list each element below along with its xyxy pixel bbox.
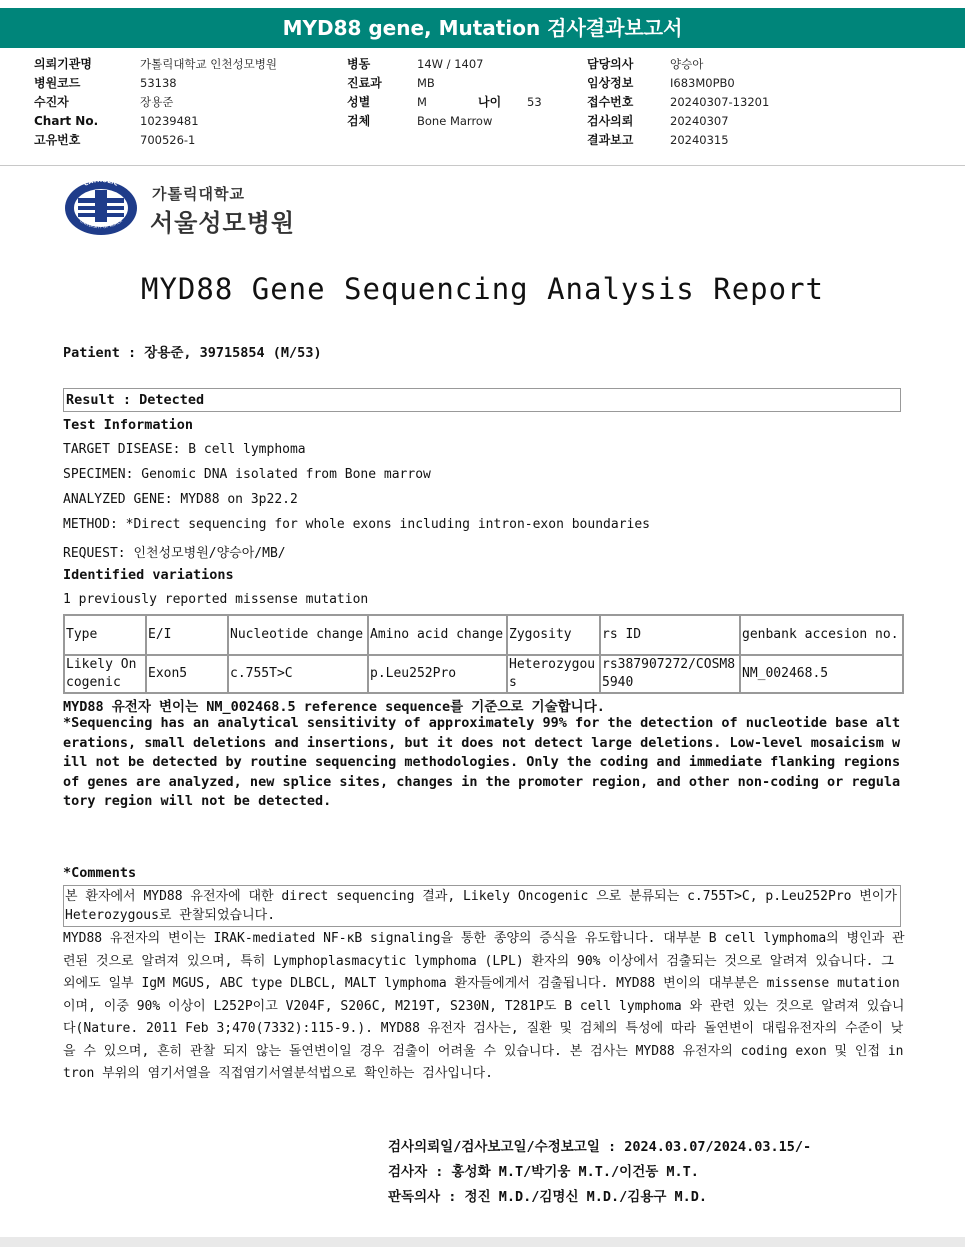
comments-heading: *Comments bbox=[63, 865, 137, 881]
table-header-cell: Zygosity bbox=[507, 615, 600, 655]
chart-no-label: Chart No. bbox=[34, 114, 99, 128]
report-date-label: 결과보고 bbox=[587, 133, 634, 147]
variations-summary: 1 previously reported missense mutation bbox=[63, 592, 369, 607]
patient-name-value: 장용준 bbox=[140, 95, 174, 109]
analyzed-gene: ANALYZED GENE: MYD88 on 3p22.2 bbox=[63, 492, 298, 507]
age-value: 53 bbox=[527, 95, 542, 109]
department-value: MB bbox=[417, 76, 435, 90]
bottom-scroll-area bbox=[0, 1237, 965, 1247]
chart-no-value: 10239481 bbox=[140, 114, 199, 128]
logo-university-name: 가톨릭대학교 bbox=[152, 185, 245, 203]
clinical-info-label: 임상정보 bbox=[587, 76, 634, 90]
reading-doctors: 판독의사 : 정진 M.D./김명신 M.D./김용구 M.D. bbox=[388, 1189, 708, 1205]
report-title: MYD88 Gene Sequencing Analysis Report bbox=[140, 272, 824, 306]
request-line: REQUEST: 인천성모병원/양승아/MB/ bbox=[63, 546, 286, 561]
comments-summary: 본 환자에서 MYD88 유전자에 대한 direct sequencing 결과, Likely Oncogenic 으로 분류되는 c.755T>C, p.Leu252Pro 변이가 Heterozygous로 관찰되었습니다. bbox=[65, 889, 897, 923]
table-row bbox=[64, 655, 903, 693]
hospital-label: 의뢰기관명 bbox=[34, 57, 92, 71]
header-column-1-values bbox=[140, 55, 277, 150]
hospital-code-value: 53138 bbox=[140, 76, 177, 90]
report-date-value: 20240315 bbox=[670, 133, 729, 147]
hospital-code-label: 병원코드 bbox=[34, 76, 81, 90]
technicians: 검사자 : 홍성화 M.T/박기웅 M.T./이건동 M.T. bbox=[388, 1164, 699, 1180]
table-header-cell: genbank accesion no. bbox=[740, 615, 903, 655]
ward-value: 14W / 1407 bbox=[417, 57, 484, 71]
patient-name-label: 수진자 bbox=[34, 95, 69, 109]
ward-label: 병동 bbox=[347, 57, 371, 71]
sex-label: 성별 bbox=[347, 95, 371, 109]
logo-hospital-name: 서울성모병원 bbox=[150, 209, 296, 237]
age-value-field bbox=[527, 93, 542, 112]
receipt-no-value: 20240307-13201 bbox=[670, 95, 770, 109]
reference-note: MYD88 유전자 변이는 NM_002468.5 reference sequence를 기준으로 기술합니다. bbox=[63, 699, 605, 715]
target-disease: TARGET DISEASE: B cell lymphoma bbox=[63, 442, 306, 457]
logo-bottom-text: UNIVERSITY OF KOREA bbox=[79, 217, 123, 230]
specimen-value: Bone Marrow bbox=[417, 114, 493, 128]
sensitivity-disclaimer: *Sequencing has an analytical sensitivity of approximately 99% for the detection of nucleotide base alterations, small deletions and insertions, but it does not detect large deletions. Low-level mosaicism will not be detected by routine sequencing methodologies. Only the coding and immediate flanking regions of genes are analyzed, new splice sites, changes in the promoter region, and other non-coding or regulatory region will not be detected. bbox=[63, 715, 901, 809]
table-header-cell: Type bbox=[64, 615, 146, 655]
table-header-cell: rs ID bbox=[600, 615, 740, 655]
result-text: Result : Detected bbox=[66, 392, 205, 408]
receipt-no-label: 접수번호 bbox=[587, 95, 634, 109]
unique-id-label: 고유번호 bbox=[34, 133, 81, 147]
comments-box bbox=[63, 885, 901, 927]
test-info-heading: Test Information bbox=[63, 417, 194, 433]
variations-heading: Identified variations bbox=[63, 567, 234, 583]
table-header-cell: Amino acid change bbox=[368, 615, 507, 655]
table-header-row bbox=[64, 615, 903, 655]
age-field bbox=[478, 93, 501, 112]
table-cell-type: Likely Oncogenic bbox=[64, 655, 146, 693]
specimen-line: SPECIMEN: Genomic DNA isolated from Bone marrow bbox=[63, 467, 431, 482]
table-cell-exon: Exon5 bbox=[146, 655, 228, 693]
logo-arc-text: CATHOLIC bbox=[82, 178, 120, 188]
table-cell-nucleotide: c.755T>C bbox=[228, 655, 368, 693]
report-dates: 검사의뢰일/검사보고일/수정보고일 : 2024.03.07/2024.03.15/- bbox=[388, 1139, 812, 1155]
table-header-cell: Nucleotide change bbox=[228, 615, 368, 655]
table-cell-zygosity: Heterozygous bbox=[507, 655, 600, 693]
department-label: 진료과 bbox=[347, 76, 382, 90]
header-divider bbox=[0, 165, 965, 166]
result-box bbox=[63, 388, 901, 412]
header-column-2 bbox=[347, 55, 382, 131]
table-header-cell: E/I bbox=[146, 615, 228, 655]
patient-line: Patient : 장용준, 39715854 (M/53) bbox=[63, 345, 322, 361]
table-cell-genbank: NM_002468.5 bbox=[740, 655, 903, 693]
method-line: METHOD: *Direct sequencing for whole exons including intron-exon boundaries bbox=[63, 517, 650, 532]
table-cell-rsid: rs387907272/COSM85940 bbox=[600, 655, 740, 693]
header-column-3-values bbox=[670, 55, 769, 150]
request-date-value: 20240307 bbox=[670, 114, 729, 128]
clinical-info-value: I683M0PB0 bbox=[670, 76, 735, 90]
comments-body: MYD88 유전자의 변이는 IRAK-mediated NF-κB signaling을 통한 종양의 증식을 유도합니다. 대부분 B cell lymphoma의 병인과 관련된 것으로 알려져 있으며, 특히 Lymphoplasmacytic lymphoma (LPL) 환자의 90% 이상에서 검출되는 것으로 알려져 있습니다. 그 외에도 일부 IgM MGUS, ABC type DLBCL, MALT lymphoma 환자들에게서 검출됩니다. MYD88 변이의 대부분은 missense mutation이며, 이중 90% 이상이 L252P이고 V204F, S206C, M219T, S230N, T281P도 B cell lymphoma 와 관련 있는 것으로 알려져 있습니다(Nature. 2011 Feb 3;470(7332):115-9.). MYD88 유전자 검사는, 질환 및 검체의 특성에 따라 돌연변이 대립유전자의 수준이 낮을 수 있으며, 흔히 관찰 되지 않는 돌연변이일 경우 검출이 어려울 수 있습니다. 본 검사는 MYD88 유전자의 coding exon 및 인접 intron 부위의 염기서열을 직접염기서열분석법으로 확인하는 검사입니다. bbox=[63, 931, 905, 1081]
request-date-label: 검사의뢰 bbox=[587, 114, 634, 128]
specimen-label: 검체 bbox=[347, 114, 371, 128]
table-cell-amino-acid: p.Leu252Pro bbox=[368, 655, 507, 693]
header-column-3 bbox=[587, 55, 633, 150]
hospital-emblem-icon bbox=[63, 178, 139, 236]
hospital-logo bbox=[63, 178, 139, 240]
report-banner-title: MYD88 gene, Mutation 검사결과보고서 bbox=[0, 8, 965, 48]
sex-value: M bbox=[417, 95, 427, 109]
variations-table bbox=[63, 614, 904, 694]
unique-id-value: 700526-1 bbox=[140, 133, 196, 147]
header-column-1 bbox=[34, 55, 98, 150]
age-label: 나이 bbox=[478, 95, 502, 109]
doctor-label: 담당의사 bbox=[587, 57, 634, 71]
hospital-value: 가톨릭대학교 인천성모병원 bbox=[140, 57, 277, 71]
doctor-value: 양승아 bbox=[670, 57, 704, 71]
